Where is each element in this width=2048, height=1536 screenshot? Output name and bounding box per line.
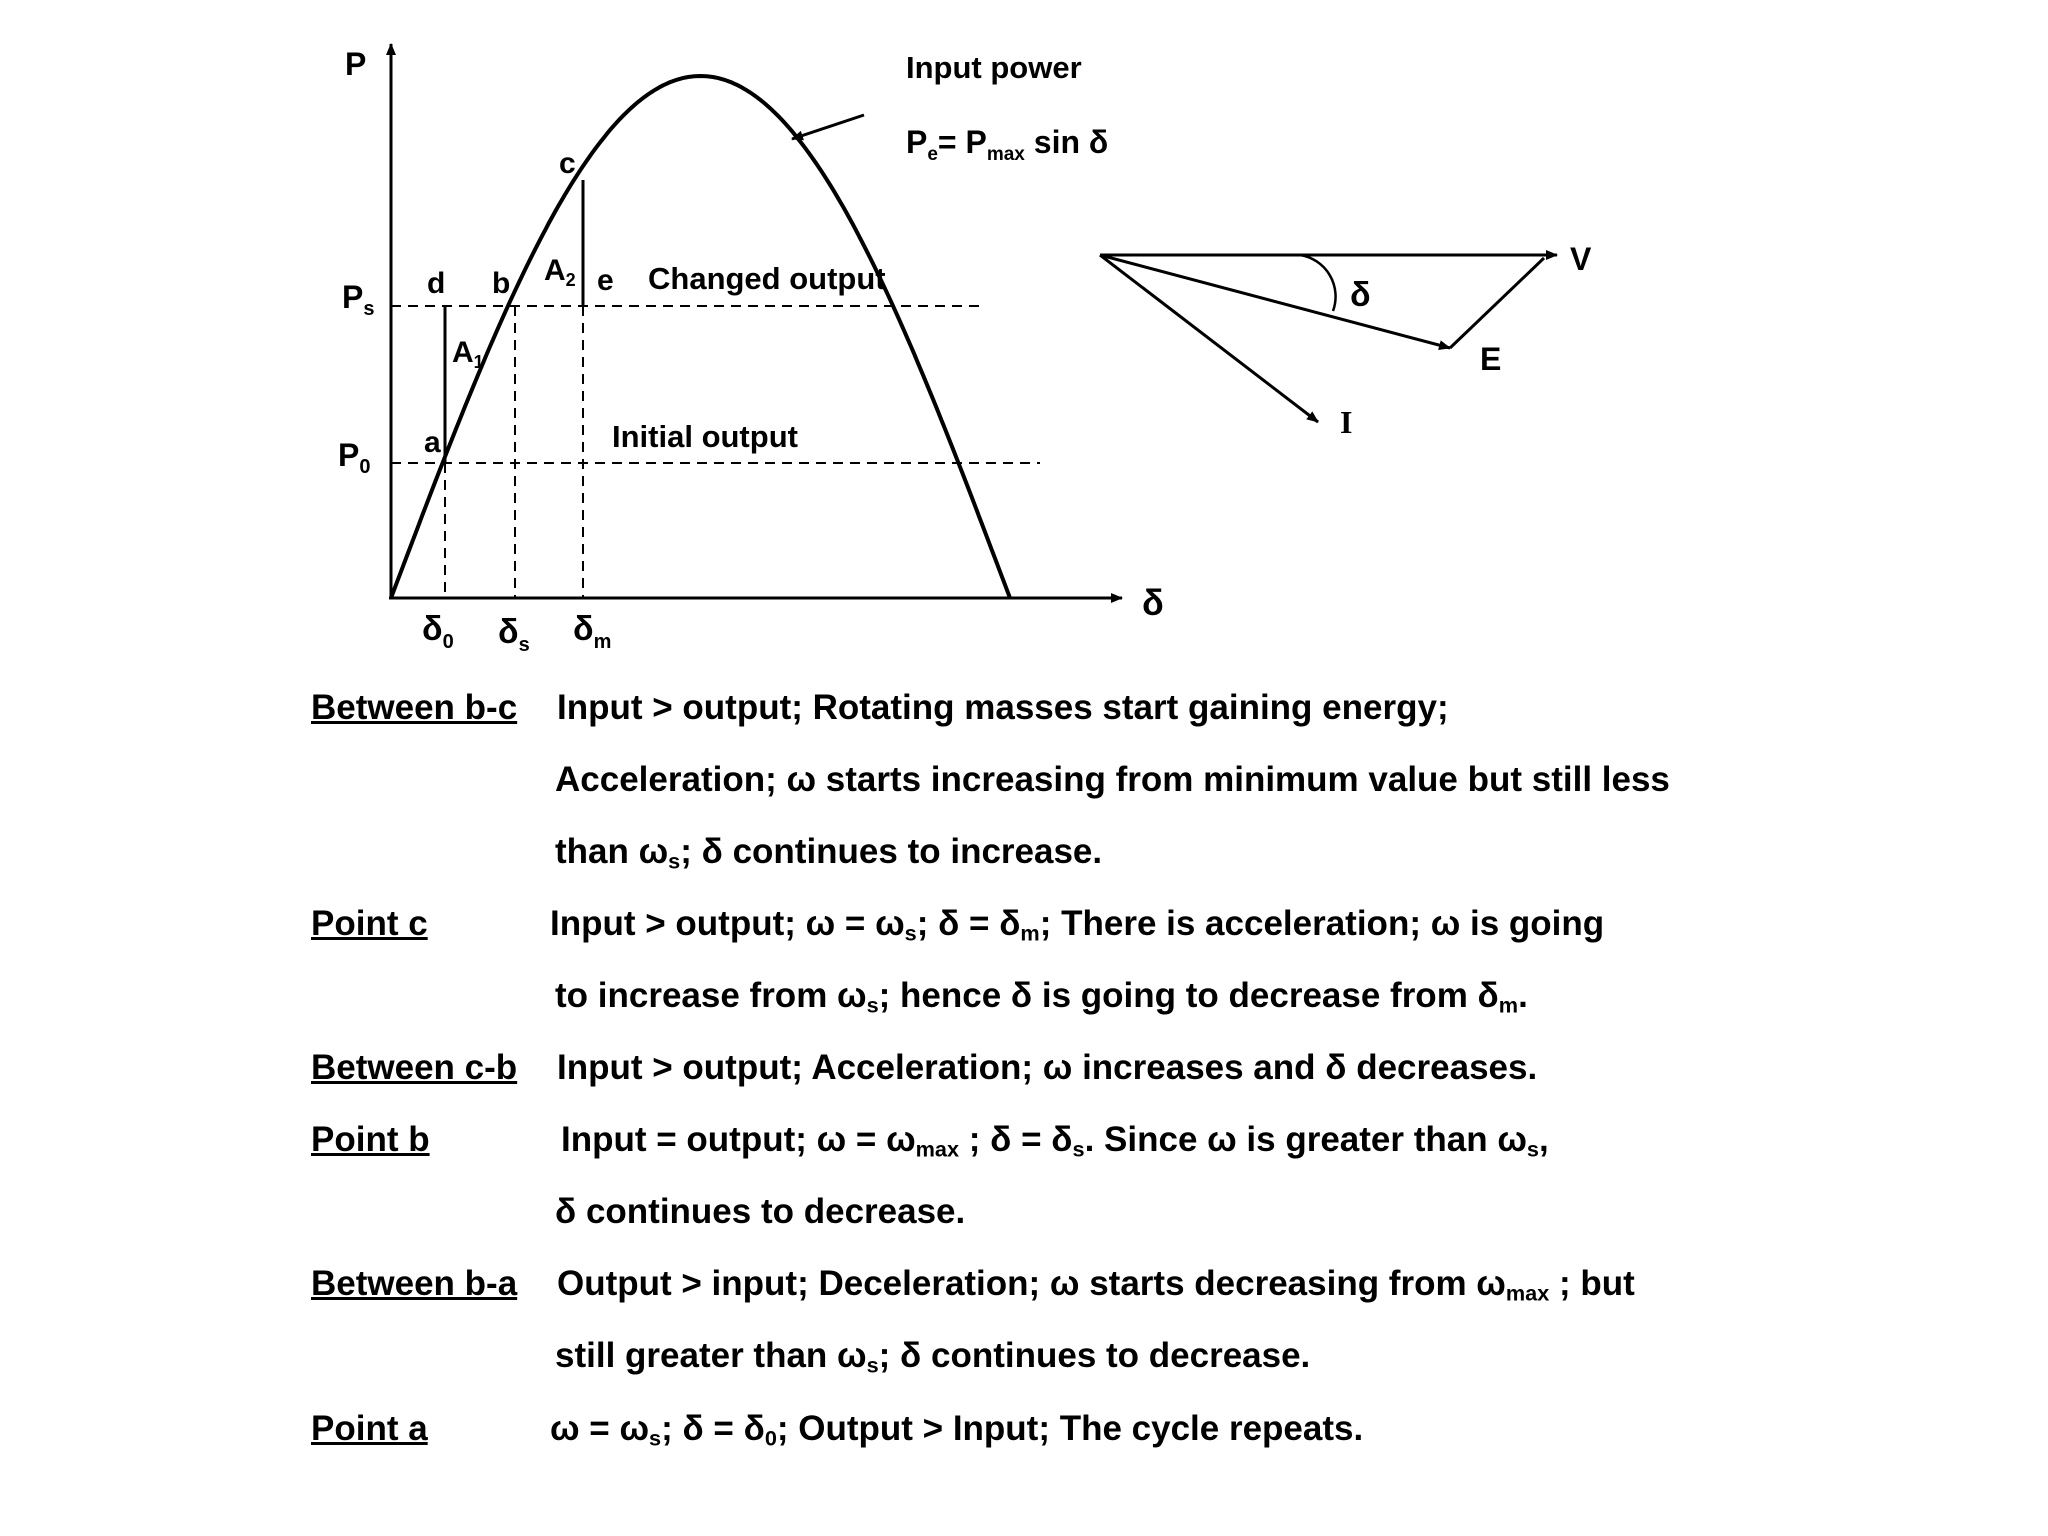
pe-formula: $P_e= P_{max}$ sin δ	[906, 124, 1109, 165]
note-line: Acceleration; ω starts increasing from minimum value but still less	[555, 760, 1670, 799]
delta0-label: $\delta_0$	[422, 610, 454, 653]
phasor-v-label: V	[1570, 241, 1592, 277]
area-a2-label: $A_2$	[544, 254, 576, 290]
point-a-label: a	[424, 426, 441, 459]
deltam-label: $\delta_m$	[573, 610, 612, 653]
phasor-delta-label: δ	[1350, 276, 1371, 314]
note-line: Input > output; Acceleration; ω increases and δ decreases.	[557, 1048, 1538, 1087]
note-heading-point-b: Point b	[311, 1120, 430, 1159]
note-line: still greater than $\omega_s$; δ continues to decrease.	[555, 1336, 1311, 1378]
delta-axis-label: δ	[1142, 582, 1164, 623]
note-line: $\omega = \omega_s$; $\delta = \delta_0$; Output > Input; The cycle repeats.	[550, 1409, 1364, 1451]
point-d-label: d	[427, 267, 446, 300]
note-line: Output > input; Deceleration; ω starts decreasing from $\omega_{max}$ ; but	[557, 1264, 1635, 1306]
note-line: Input = output; $\omega = \omega_{max}$ ; $\delta = \delta_s$. Since ω is greater than $\omega_s$,	[561, 1120, 1549, 1162]
changed-output-label: Changed output	[648, 261, 886, 296]
phasor-e-label: E	[1480, 341, 1502, 377]
deltas-label: $\delta_s$	[498, 613, 530, 656]
p0-label: $P_0$	[338, 437, 371, 478]
phasor-i-label: I	[1340, 404, 1353, 440]
initial-output-label: Initial output	[612, 419, 798, 454]
point-b-label: b	[492, 267, 511, 300]
note-heading-between-c-b: Between c-b	[311, 1048, 518, 1087]
input-power-label: Input power	[906, 50, 1082, 85]
note-line: to increase from $\omega_s$; hence δ is going to decrease from $\delta_m$.	[555, 976, 1528, 1018]
note-line: than $\omega_s$; δ continues to increase.	[555, 832, 1103, 874]
note-heading-between-b-c: Between b-c	[311, 688, 518, 727]
point-c-label: c	[559, 147, 576, 180]
note-heading-point-a: Point a	[311, 1409, 428, 1448]
note-heading-point-c: Point c	[311, 904, 428, 943]
area-a1-label: $A_1$	[452, 336, 484, 372]
point-e-label: e	[597, 264, 614, 297]
note-line: Input > output; Rotating masses start gaining energy;	[557, 688, 1449, 727]
note-line: δ continues to decrease.	[555, 1192, 966, 1231]
note-heading-between-b-a: Between b-a	[311, 1264, 518, 1303]
p-axis-label: P	[345, 46, 367, 82]
ps-label: $P_s$	[342, 279, 375, 320]
note-line: Input > output; $\omega = \omega_s$; $\delta = \delta_m$; There is acceleration; ω is going	[550, 904, 1605, 946]
